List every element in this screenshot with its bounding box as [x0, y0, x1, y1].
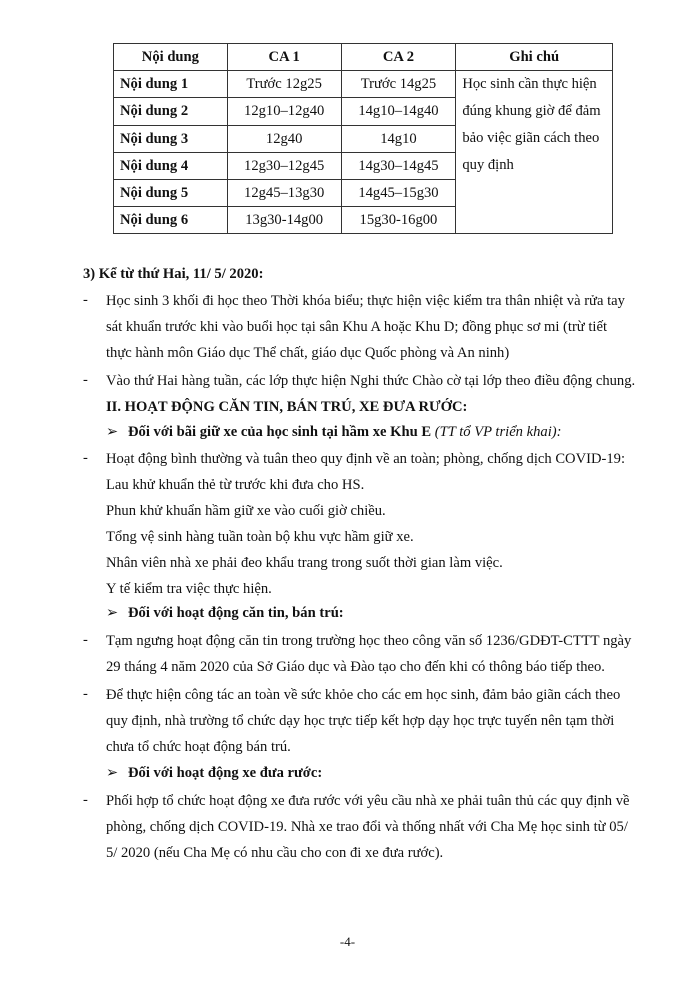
arrow-bullet-icon: ➢	[106, 424, 119, 440]
note-line: đúng khung giờ để đảm	[462, 103, 601, 120]
header-ca2: CA 2	[341, 44, 456, 71]
ca2-cell: 14g10	[341, 125, 456, 152]
ca1-cell: 13g30-14g00	[227, 207, 341, 234]
ca1-cell: Trước 12g25	[227, 71, 341, 98]
header-ghi-chu: Ghi chú	[456, 44, 613, 71]
ca2-cell: 14g10–14g40	[341, 98, 456, 125]
body-line: Phối hợp tổ chức hoạt động xe đưa rước với yêu cầu nhà xe phải tuân thủ các quy định về	[106, 793, 630, 809]
ca2-cell: 15g30-16g00	[341, 207, 456, 234]
section3-heading: 3) Kể từ thứ Hai, 11/ 5/ 2020:	[83, 266, 264, 282]
subheading-bold: Đối với hoạt động xe đưa rước:	[128, 765, 323, 781]
body-line: 29 tháng 4 năm 2020 của Sở Giáo dục và Đào tạo cho đến khi có thông báo tiếp theo.	[106, 659, 605, 675]
ca1-cell: 12g30–12g45	[227, 152, 341, 179]
ca2-cell: 14g30–14g45	[341, 152, 456, 179]
subheading-italic: (TT tổ VP triển khai):	[431, 424, 562, 440]
row-label: Nội dung 1	[114, 71, 228, 98]
subheading-bus	[106, 764, 322, 782]
note-cell	[456, 71, 613, 234]
body-line: quy định, nhà trường tổ chức dạy học trực tiếp kết hợp dạy học trực tuyến nên tạm thời	[106, 713, 615, 729]
subheading-parking	[106, 423, 561, 441]
body-line: Hoạt động bình thường và tuân theo quy định về an toàn; phòng, chống dịch COVID-19:	[106, 451, 626, 467]
ca1-cell: 12g45–13g30	[227, 179, 341, 206]
body-line: Nhân viên nhà xe phải đeo khẩu trang trong suốt thời gian làm việc.	[106, 555, 503, 571]
body-line: Phun khử khuẩn hầm giữ xe vào cuối giờ chiều.	[106, 503, 386, 519]
row-label: Nội dung 3	[114, 125, 228, 152]
row-label: Nội dung 2	[114, 98, 228, 125]
note-line: bảo việc giãn cách theo	[462, 130, 600, 147]
body-line: Tạm ngưng hoạt động căn tin trong trường học theo công văn số 1236/GDĐT-CTTT ngày	[106, 633, 632, 649]
table-row	[114, 71, 613, 98]
header-ca1: CA 1	[227, 44, 341, 71]
body-line: Vào thứ Hai hàng tuần, các lớp thực hiện Nghi thức Chào cờ tại lớp theo điều động chung.	[106, 373, 636, 389]
note-line: quy định	[462, 157, 514, 174]
dash-bullet: -	[83, 450, 88, 466]
body-line: Tổng vệ sinh hàng tuần toàn bộ khu vực hầm giữ xe.	[106, 529, 414, 545]
body-line: Để thực hiện công tác an toàn về sức khỏe cho các em học sinh, đảm bảo giãn cách theo	[106, 687, 621, 703]
subheading-canteen	[106, 604, 344, 622]
table-header-row	[114, 44, 613, 71]
body-line: Học sinh 3 khối đi học theo Thời khóa biểu; thực hiện việc kiểm tra thân nhiệt và rửa tay	[106, 293, 625, 309]
body-line: Y tế kiểm tra việc thực hiện.	[106, 581, 272, 597]
ca2-cell: 14g45–15g30	[341, 179, 456, 206]
dash-bullet: -	[83, 632, 88, 648]
body-line: chưa tổ chức hoạt động bán trú.	[106, 739, 291, 755]
body-line: 5/ 2020 (nếu Cha Mẹ có nhu cầu cho con đi xe đưa rước).	[106, 845, 444, 861]
ca1-cell: 12g10–12g40	[227, 98, 341, 125]
ca2-cell: Trước 14g25	[341, 71, 456, 98]
arrow-bullet-icon: ➢	[106, 605, 119, 621]
body-line: Lau khử khuẩn thẻ từ trước khi đưa cho HS.	[106, 477, 365, 493]
schedule-table	[113, 43, 613, 234]
ca1-cell: 12g40	[227, 125, 341, 152]
body-line: sát khuẩn trước khi vào buổi học tại sân Khu A hoặc Khu D; đồng phục sơ mi (trừ tiết	[106, 319, 608, 335]
dash-bullet: -	[83, 686, 88, 702]
row-label: Nội dung 5	[114, 179, 228, 206]
body-line: thực hành môn Giáo dục Thể chất, giáo dục Quốc phòng và An ninh)	[106, 345, 510, 361]
header-noi-dung: Nội dung	[114, 44, 228, 71]
dash-bullet: -	[83, 292, 88, 308]
subheading-bold: Đối với bãi giữ xe của học sinh tại hầm xe Khu E	[128, 424, 432, 440]
dash-bullet: -	[83, 792, 88, 808]
body-line: phòng, chống dịch COVID-19. Nhà xe trao đổi và thống nhất với Cha Mẹ học sinh từ 05/	[106, 819, 628, 835]
page-number: -4-	[339, 934, 356, 949]
row-label: Nội dung 4	[114, 152, 228, 179]
dash-bullet: -	[83, 372, 88, 388]
arrow-bullet-icon: ➢	[106, 765, 119, 781]
note-line: Học sinh cần thực hiện	[462, 76, 597, 93]
row-label: Nội dung 6	[114, 207, 228, 234]
section2-heading: II. HOẠT ĐỘNG CĂN TIN, BÁN TRÚ, XE ĐƯA RƯỚC:	[106, 399, 468, 415]
subheading-bold: Đối với hoạt động căn tin, bán trú:	[128, 605, 344, 621]
